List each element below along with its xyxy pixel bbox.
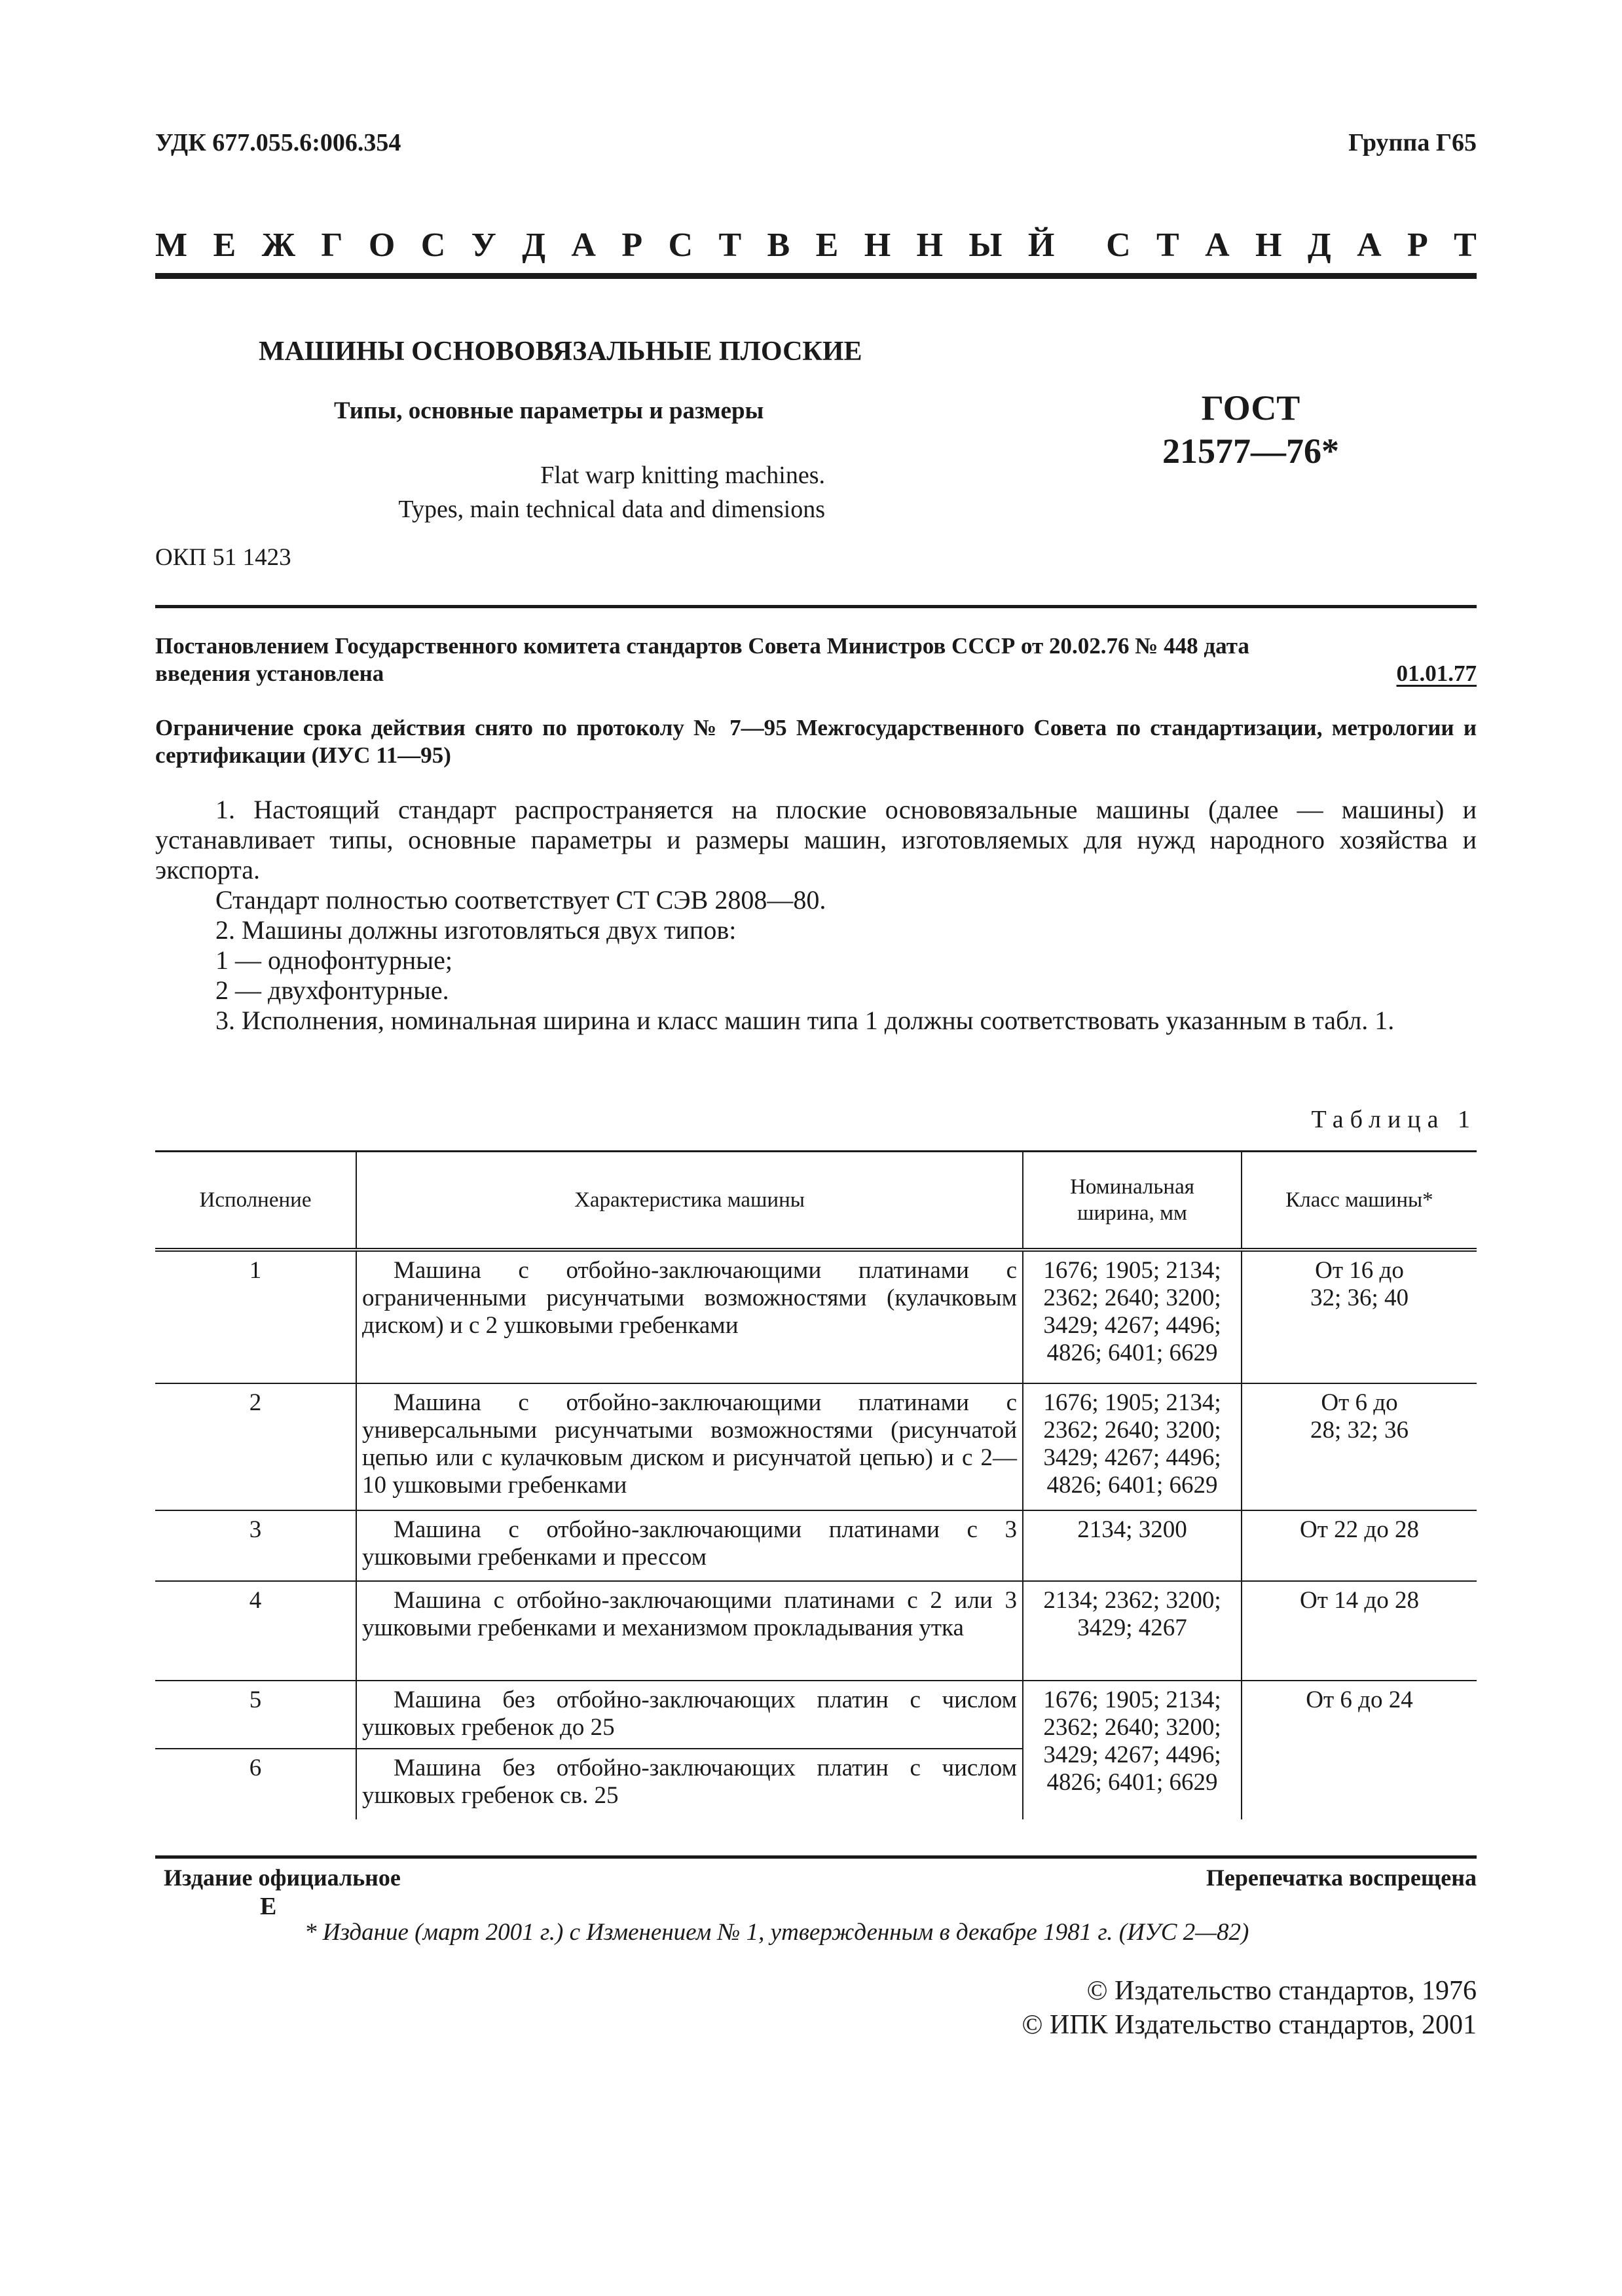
intro-date: 01.01.77 [1396,661,1477,686]
row-width [1023,1250,1242,1383]
table-row [155,1250,1477,1383]
heading-letter: В [767,227,790,264]
title-rule [155,605,1477,608]
width-line: 2362; 2640; 3200; [1043,1285,1221,1311]
width-line: 1676; 1905; 2134; [1043,1389,1221,1416]
heading-letter: Е [213,227,236,264]
class-line: От 6 до [1321,1389,1398,1416]
limitation-note: Ограничение срока действия снято по протоколу № 7—95 Межгосударственного Совета по стандартизации, метрологии и сертификации (ИУС 11—95) [155,715,1477,768]
row-width [1023,1581,1242,1681]
official-edition-label: Издание официальное [164,1865,401,1891]
row-description-text: Машина с отбойно-заключающими платинами с 2 или 3 ушковыми гребенками и механизмом прокладывания утка [362,1587,1017,1641]
row-description-text: Машина с отбойно-заключающими платинами с универсальными рисунчатыми возможностями (рисунчатой цепью или с кулачковым диском и рисунчатой цепью) и с 2—10 ушковыми гребенками [362,1389,1017,1499]
header-cell-line: ширина, мм [1077,1201,1187,1225]
header-rule [155,273,1477,279]
row-description-text: Машина без отбойно-заключающих платин с числом ушковых гребенок св. 25 [362,1755,1017,1809]
heading-letter: Ж [261,227,295,264]
copyright-block [1022,1974,1477,2042]
table-row [155,1510,1477,1581]
width-line: 3429; 4267; 4496; [1043,1444,1221,1471]
udk-code: УДК 677.055.6:006.354 [155,129,401,156]
paragraph: Стандарт полностью соответствует СТ СЭВ 2808—80. [215,885,826,915]
table-label: Таблица 1 [1311,1106,1477,1133]
edition-letter: Е [260,1893,277,1920]
width-line: 2134; 3200 [1077,1516,1187,1543]
gost-number: 21577—76* [1162,431,1339,471]
row-number: 3 [155,1510,356,1581]
row-class [1242,1681,1477,1819]
table-row [155,1581,1477,1681]
body-text [155,795,1477,1036]
heading-letter: Т [718,227,742,264]
class-line: От 6 до 24 [1306,1686,1413,1713]
class-line: От 22 до 28 [1300,1516,1419,1543]
heading-letter: Е [815,227,839,264]
paragraph: 2. Машины должны изготовляться двух типов: [215,915,737,945]
width-line: 3429; 4267; 4496; [1043,1741,1221,1768]
edition-note: * Издание (март 2001 г.) с Изменением № 1, утвержденным в декабре 1981 г. (ИУС 2—82) [304,1919,1249,1946]
heading-letter: Р [1407,227,1428,264]
copyright-line: © Издательство стандартов, 1976 [1086,1976,1477,2006]
class-line: 28; 32; 36 [1310,1417,1409,1444]
row-number: 6 [155,1749,356,1819]
row-number: 2 [155,1383,356,1510]
row-description-text: Машина с отбойно-заключающими платинами с ограниченными рисунчатыми возможностями (кулачковым диском) и с 2 ушковыми гребенками [362,1257,1017,1339]
class-line: 32; 36; 40 [1310,1285,1409,1311]
width-line: 2362; 2640; 3200; [1043,1714,1221,1741]
heading-letter: Н [1255,227,1282,264]
decree-line [155,660,1477,687]
row-description [356,1510,1023,1581]
table-header-row [155,1152,1477,1250]
heading-letter: Р [621,227,643,264]
width-line: 2134; 2362; 3200; [1043,1587,1221,1614]
decree-text: Постановлением Государственного комитета стандартов Совета Министров СССР от 20.02.76 № 448 дата [155,633,1249,659]
heading-letter: С [420,227,446,264]
row-width [1023,1510,1242,1581]
copyright-line: © ИПК Издательство стандартов, 2001 [1022,2010,1477,2040]
row-width [1023,1681,1242,1819]
width-line: 4826; 6401; 6629 [1046,1472,1218,1499]
document-subtitle: Типы, основные параметры и размеры [334,397,764,424]
interstate-standard-heading [155,226,1477,264]
heading-letter: Ы [968,227,1003,264]
row-description [356,1581,1023,1681]
machines-table [155,1150,1477,1819]
header-cell: Исполнение [155,1152,356,1250]
heading-letter: Н [916,227,943,264]
width-line: 3429; 4267 [1077,1614,1187,1641]
decree-intro-label: введения установлена [155,661,384,686]
width-line: 1676; 1905; 2134; [1043,1686,1221,1713]
width-line: 1676; 1905; 2134; [1043,1257,1221,1284]
heading-letter: Г [321,227,343,264]
heading-letter: М [155,227,188,264]
class-line: От 14 до 28 [1300,1587,1419,1614]
gost-designation [1087,386,1414,473]
row-description [356,1383,1023,1510]
header-cell-line: Номинальная [1070,1175,1194,1199]
heading-letter: Д [1307,227,1331,264]
row-description-text: Машина без отбойно-заключающих платин с числом ушковых гребенок до 25 [362,1686,1017,1741]
heading-letter: У [471,227,496,264]
reprint-prohibited-label: Перепечатка воспрещена [1206,1865,1477,1891]
gost-label: ГОСТ [1201,388,1300,428]
okp-code: ОКП 51 1423 [155,544,291,571]
english-title-line: Flat warp knitting machines. [540,462,825,489]
row-class [1242,1383,1477,1510]
heading-letter: Т [1454,227,1477,264]
heading-letter: Т [1156,227,1179,264]
decree-block [155,632,1477,687]
english-title [268,458,825,526]
row-class [1242,1510,1477,1581]
paragraph: 1. Настоящий стандарт распространяется на плоские основовязальные машины (далее — машины) и устанавливает типы, основные параметры и размеры машин, изготовляемых для нужд народного хозяйства и экспорта. [155,795,1477,884]
heading-letter: А [1205,227,1230,264]
paragraph: 2 — двухфонтурные. [215,975,449,1005]
row-number: 1 [249,1257,262,1284]
header-cell: Характеристика машины [356,1152,1023,1250]
heading-letter: Д [522,227,545,264]
row-class [1242,1250,1477,1383]
table-row [155,1681,1477,1749]
english-title-line: Types, main technical data and dimensions [398,496,825,523]
heading-letter: О [368,227,396,264]
paragraph: 3. Исполнения, номинальная ширина и класс машин типа 1 должны соответствовать указанным в табл. 1. [215,1006,1395,1035]
decree-line [155,632,1477,660]
row-number: 5 [155,1681,356,1749]
row-number: 4 [155,1581,356,1681]
heading-letter: С [668,227,693,264]
row-description [356,1250,1023,1383]
row-width [1023,1383,1242,1510]
group-code: Группа Г65 [1348,129,1477,156]
width-line: 3429; 4267; 4496; [1043,1312,1221,1339]
footer-rule [155,1855,1477,1859]
header-cell [1023,1152,1242,1250]
header-cell: Класс машины* [1242,1152,1477,1250]
heading-letter: С [1106,227,1131,264]
row-description-text: Машина с отбойно-заключающими платинами с 3 ушковыми гребенками и прессом [362,1516,1017,1571]
row-description [356,1681,1023,1749]
heading-letter: Й [1027,227,1055,264]
heading-letter: Н [864,227,891,264]
row-class [1242,1581,1477,1681]
document-title: МАШИНЫ ОСНОВОВЯЗАЛЬНЫЕ ПЛОСКИЕ [259,337,862,367]
table-row [155,1383,1477,1510]
row-description [356,1749,1023,1819]
paragraph: 1 — однофонтурные; [215,945,453,975]
width-line: 4826; 6401; 6629 [1046,1339,1218,1366]
class-line: От 16 до [1315,1257,1404,1284]
width-line: 2362; 2640; 3200; [1043,1417,1221,1444]
width-line: 4826; 6401; 6629 [1046,1769,1218,1796]
heading-letter: А [1357,227,1382,264]
heading-letter: А [571,227,596,264]
